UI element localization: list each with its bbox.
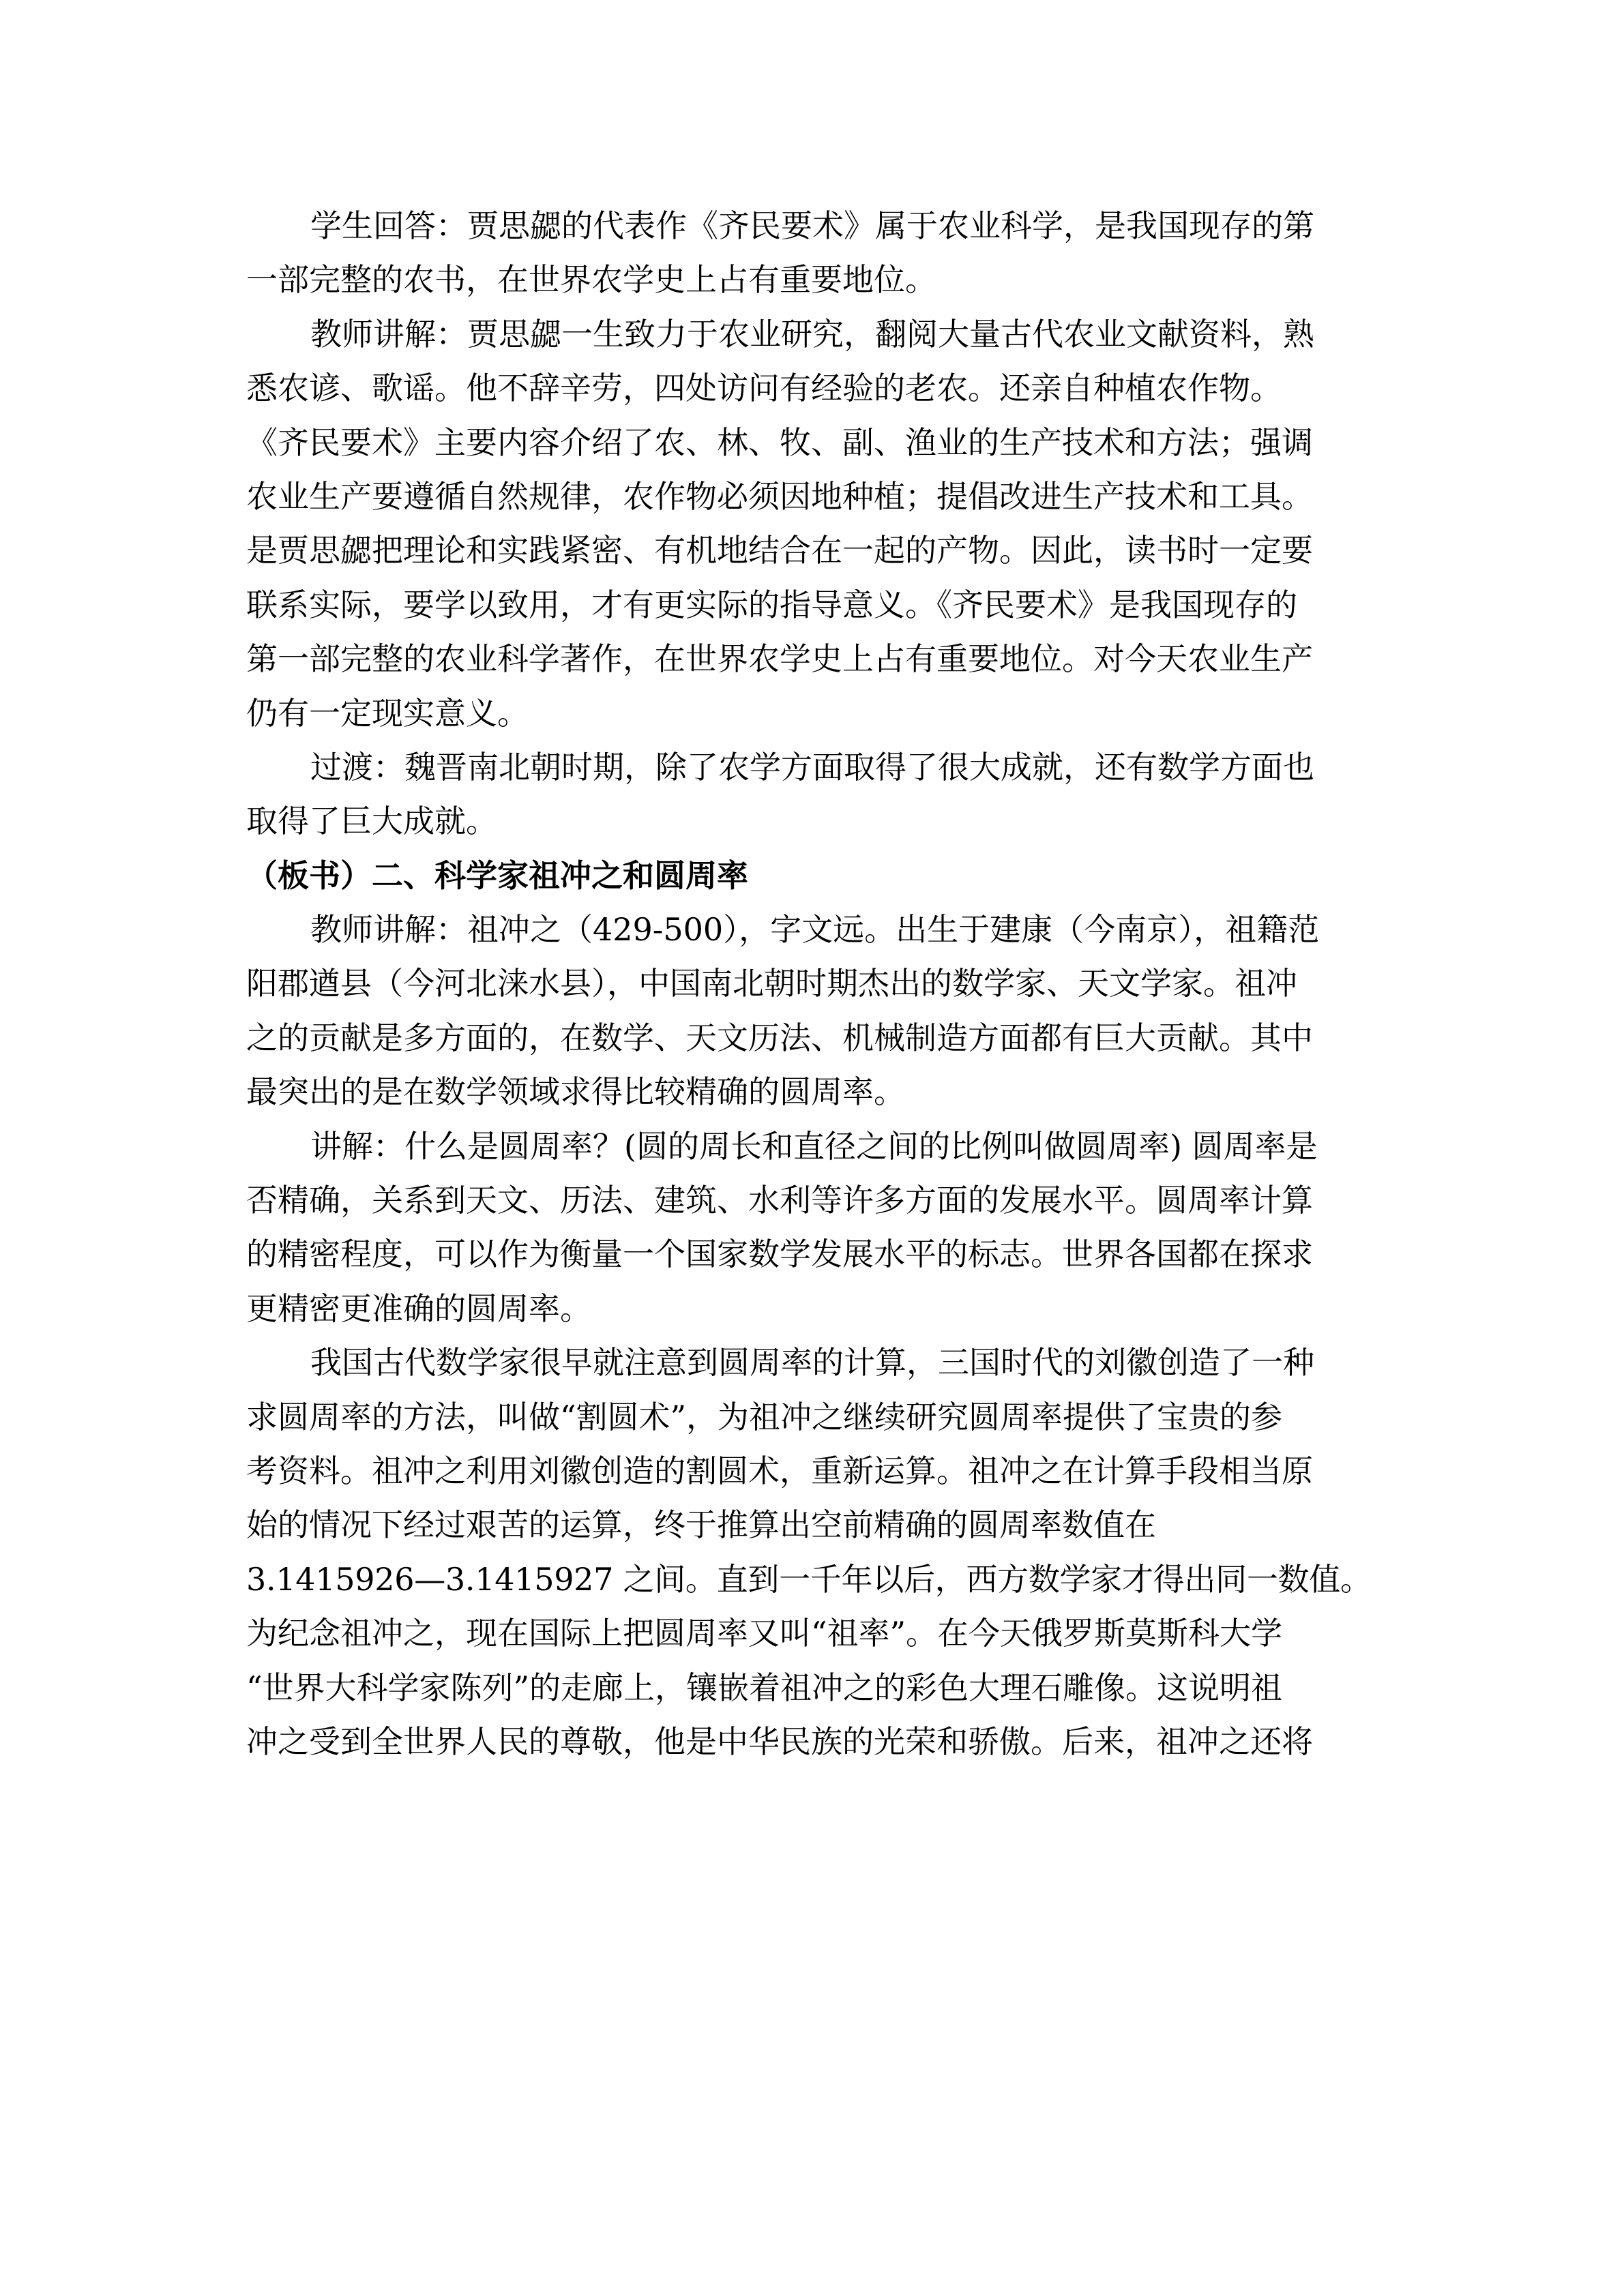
text-line: 始的情况下经过艰苦的运算，终于推算出空前精确的圆周率数值在 (246, 1506, 1156, 1544)
text-line: 的精密程度，可以作为衡量一个国家数学发展水平的标志。世界各国都在探求 (246, 1236, 1313, 1273)
text-line: 教师讲解：贾思勰一生致力于农业研究，翻阅大量古代农业文献资料，熟 (310, 315, 1314, 353)
text-line: 联系实际，要学以致用，才有更实际的指导意义。《齐民要术》是我国现存的 (246, 586, 1297, 623)
text-line: 阳郡遒县（今河北涞水县），中国南北朝时期杰出的数学家、天文学家。祖冲 (246, 965, 1297, 1002)
text-line: 教师讲解：祖冲之（429-500），字文远。出生于建康（今南京），祖籍范 (310, 911, 1320, 949)
text-line: 之的贡献是多方面的，在数学、天文历法、机械制造方面都有巨大贡献。其中 (246, 1019, 1313, 1056)
text-line: 更精密更准确的圆周率。 (246, 1289, 591, 1327)
text-line: 求圆周率的方法，叫做“割圆术”，为祖冲之继续研究圆周率提供了宝贵的参 (246, 1398, 1283, 1435)
text-line: 悉农谚、歌谣。他不辞辛劳，四处访问有经验的老农。还亲自种植农作物。 (246, 370, 1282, 407)
text-line: 为纪念祖冲之，现在国际上把圆周率又叫“祖率”。在今天俄罗斯莫斯科大学 (246, 1615, 1283, 1652)
section-heading: （板书）二、科学家祖冲之和圆周率 (246, 856, 748, 894)
text-line: “世界大科学家陈列”的走廊上，镶嵌着祖冲之的彩色大理石雕像。这说明祖 (246, 1669, 1283, 1706)
text-line: 最突出的是在数学领域求得比较精确的圆周率。 (246, 1073, 905, 1111)
text-line: 否精确，关系到天文、历法、建筑、水利等许多方面的发展水平。圆周率计算 (246, 1182, 1313, 1219)
text-line: 学生回答：贾思勰的代表作《齐民要术》属于农业科学，是我国现存的第 (310, 207, 1314, 244)
text-line: 是贾思勰把理论和实践紧密、有机地结合在一起的产物。因此，读书时一定要 (246, 532, 1313, 569)
text-line: 考资料。祖冲之利用刘徽创造的割圆术，重新运算。祖冲之在计算手段相当原 (246, 1452, 1313, 1489)
text-line: 一部完整的农书，在世界农学史上占有重要地位。 (246, 261, 936, 299)
document-body (246, 199, 1372, 1769)
text-line: 讲解：什么是圆周率？(圆的周长和直径之间的比例叫做圆周率) 圆周率是 (310, 1127, 1318, 1165)
text-line: 仍有一定现实意义。 (246, 694, 529, 732)
text-line: 冲之受到全世界人民的尊敬，他是中华民族的光荣和骄傲。后来，祖冲之还将 (246, 1723, 1313, 1760)
text-line: 3.1415926—3.1415927 之间。直到一千年以后，西方数学家才得出同一数值。 (246, 1560, 1372, 1598)
text-line: 过渡：魏晋南北朝时期，除了农学方面取得了很大成就，还有数学方面也 (310, 748, 1314, 786)
text-line: 第一部完整的农业科学著作，在世界农学史上占有重要地位。对今天农业生产 (246, 640, 1313, 678)
text-line: 《齐民要术》主要内容介绍了农、林、牧、副、渔业的生产技术和方法；强调 (246, 423, 1313, 461)
text-line: 农业生产要遵循自然规律，农作物必须因地种植；提倡改进生产技术和工具。 (246, 477, 1313, 515)
text-line: 取得了巨大成就。 (246, 803, 497, 840)
text-line: 我国古代数学家很早就注意到圆周率的计算，三国时代的刘徽创造了一种 (310, 1344, 1314, 1382)
